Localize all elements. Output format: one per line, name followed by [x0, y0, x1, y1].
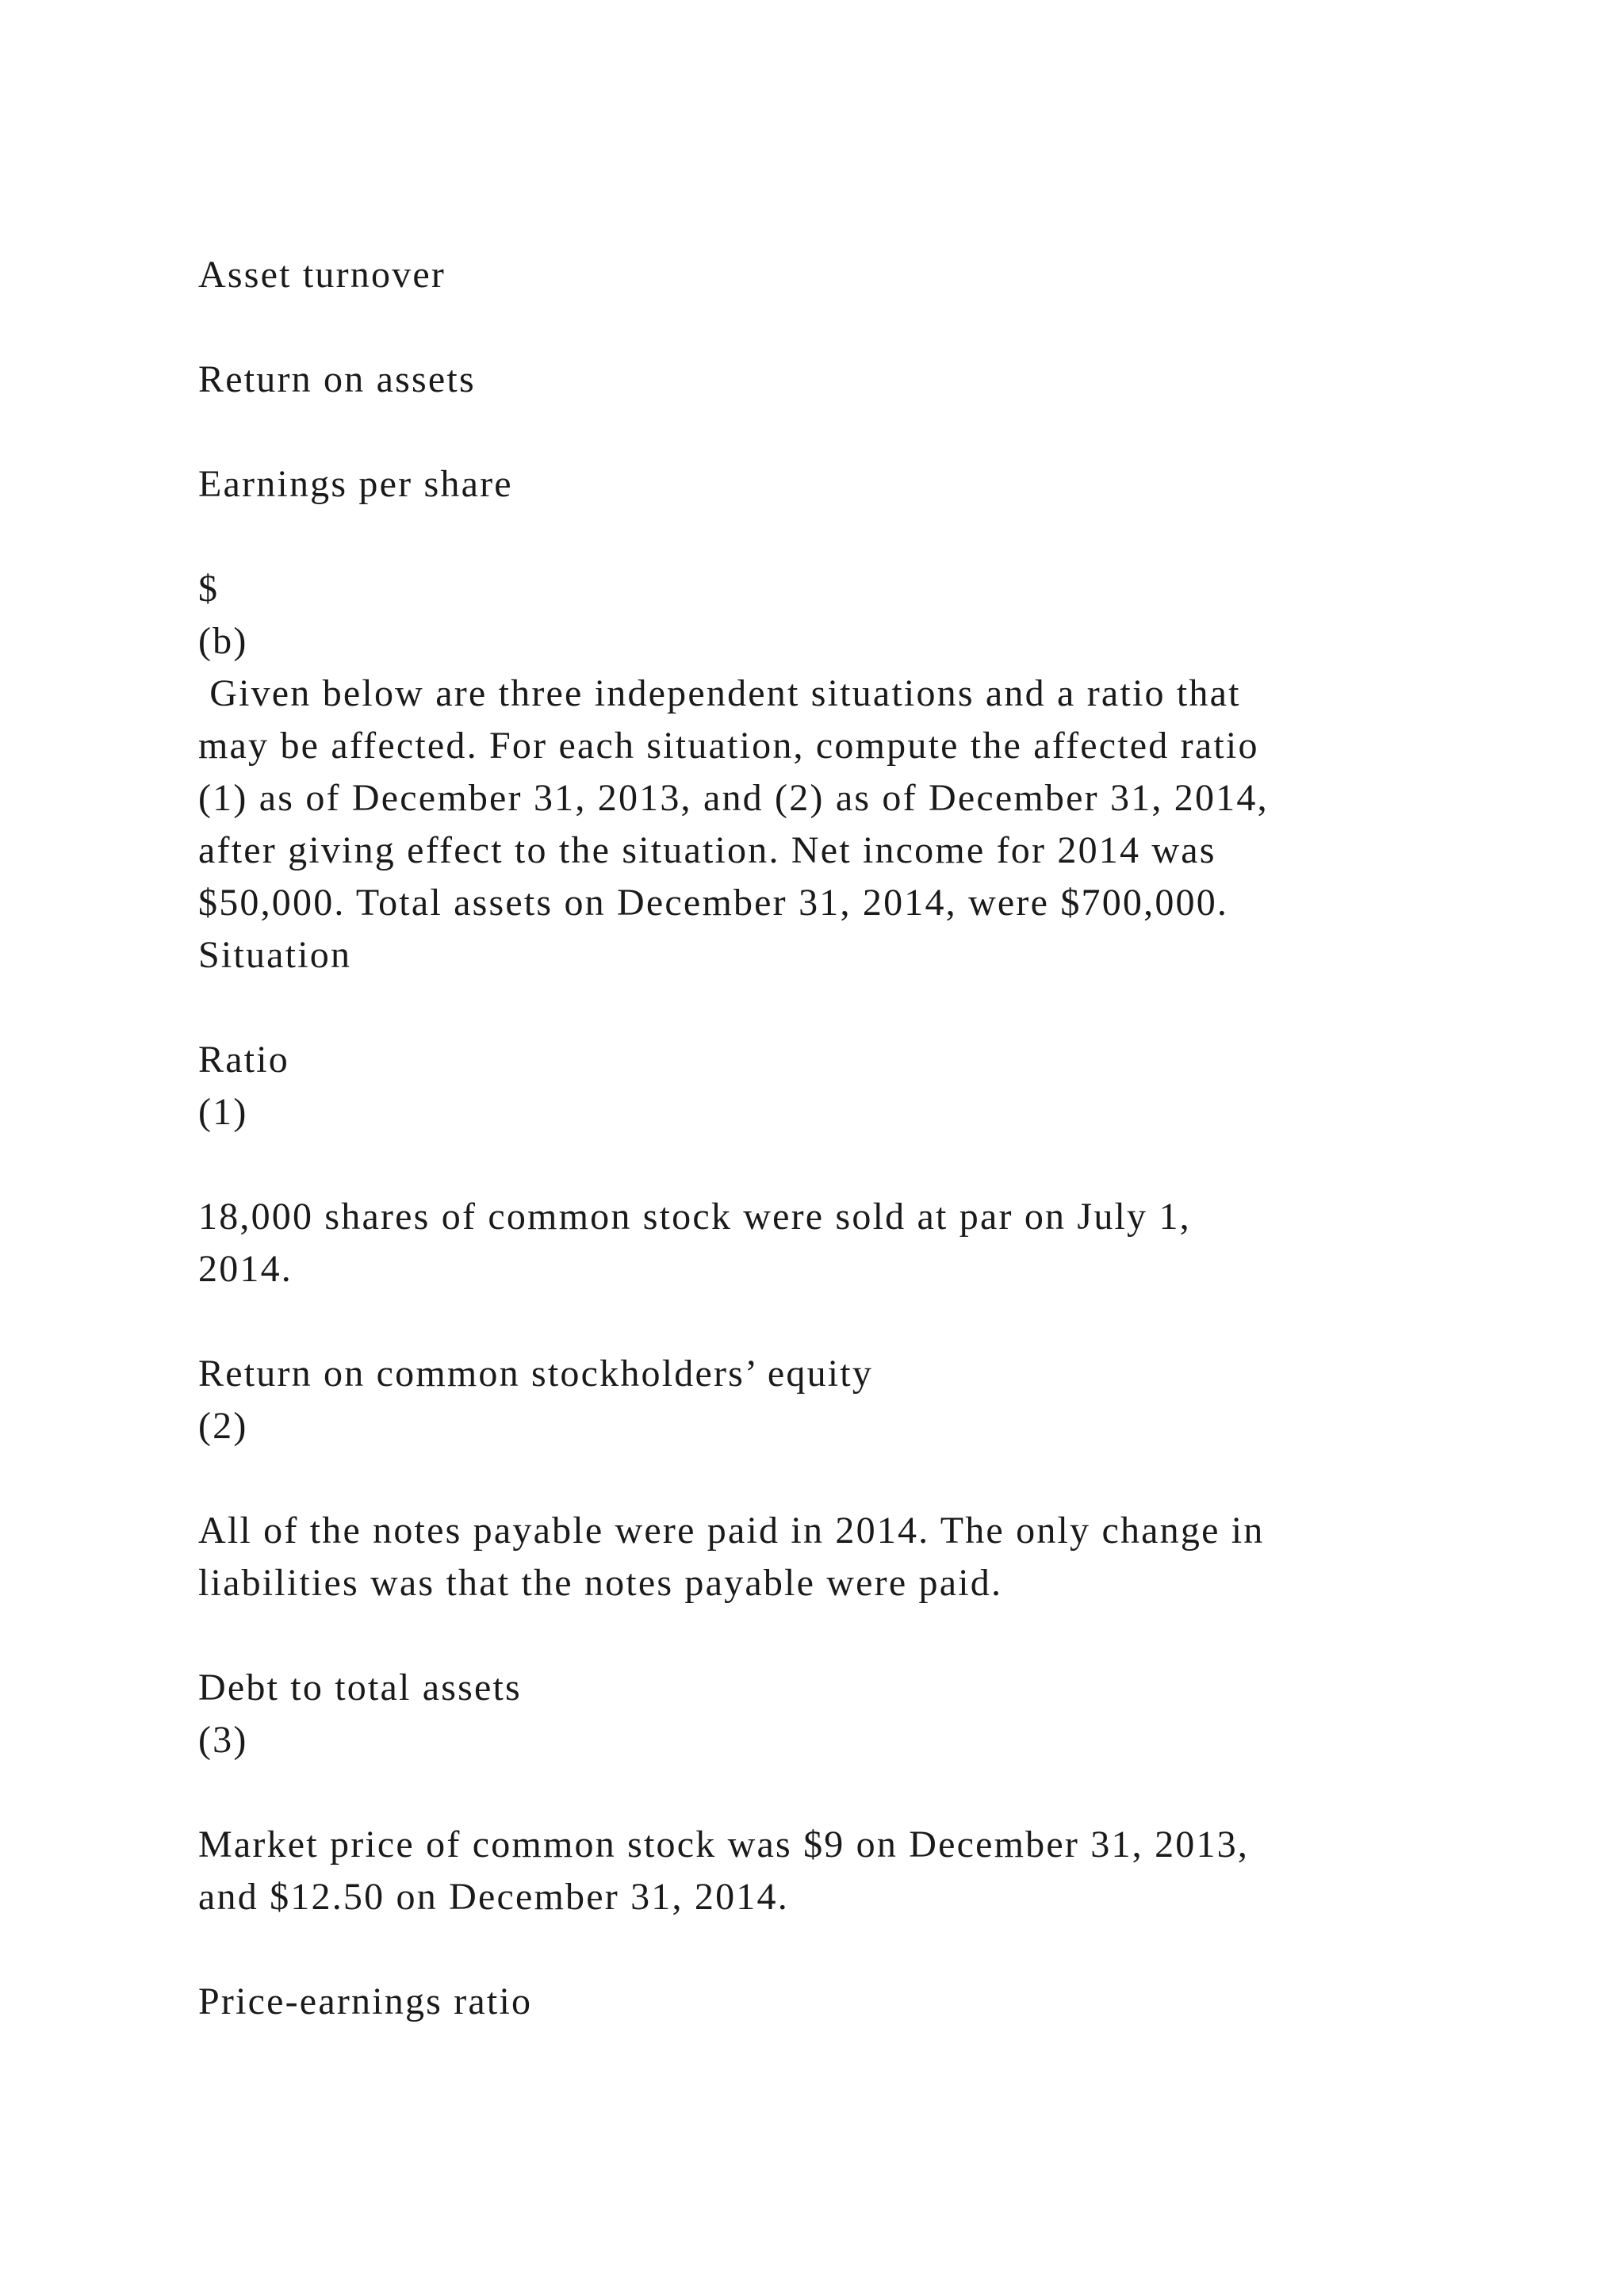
paragraph-line-4: after giving effect to the situation. Net income for 2014 was	[198, 829, 1216, 871]
situation-1-text-line-1: 18,000 shares of common stock were sold at par on July 1,	[198, 1196, 1191, 1238]
paragraph-line-5: $50,000. Total assets on December 31, 2014, were $700,000.	[198, 882, 1229, 924]
situation-2-text-line-1: All of the notes payable were paid in 2014. The only change in	[198, 1510, 1265, 1552]
heading-ratio: Ratio	[198, 1039, 289, 1081]
paragraph-line-3: (1) as of December 31, 2013, and (2) as of December 31, 2014,	[198, 777, 1269, 819]
situation-3-number: (3)	[198, 1719, 248, 1761]
text-asset-turnover: Asset turnover	[198, 254, 446, 296]
situation-1-text-line-2: 2014.	[198, 1248, 293, 1290]
situation-2-ratio: Debt to total assets	[198, 1667, 522, 1709]
paragraph-line-2: may be affected. For each situation, compute the affected ratio	[198, 725, 1259, 767]
text-return-on-assets: Return on assets	[198, 358, 476, 400]
heading-situation: Situation	[198, 934, 352, 976]
situation-3-text-line-2: and $12.50 on December 31, 2014.	[198, 1876, 789, 1918]
situation-3-text-line-1: Market price of common stock was $9 on December 31, 2013,	[198, 1823, 1250, 1866]
situation-1-ratio: Return on common stockholders’ equity	[198, 1353, 874, 1395]
text-earnings-per-share: Earnings per share	[198, 463, 513, 505]
situation-1-number: (1)	[198, 1091, 248, 1133]
situation-2-text-line-2: liabilities was that the notes payable were paid.	[198, 1562, 1003, 1604]
text-part-b: (b)	[198, 620, 248, 662]
text-dollar-sign: $	[198, 568, 220, 610]
situation-3-ratio: Price-earnings ratio	[198, 1980, 533, 2022]
situation-2-number: (2)	[198, 1405, 248, 1447]
paragraph-line-1: Given below are three independent situations and a ratio that	[198, 672, 1241, 714]
